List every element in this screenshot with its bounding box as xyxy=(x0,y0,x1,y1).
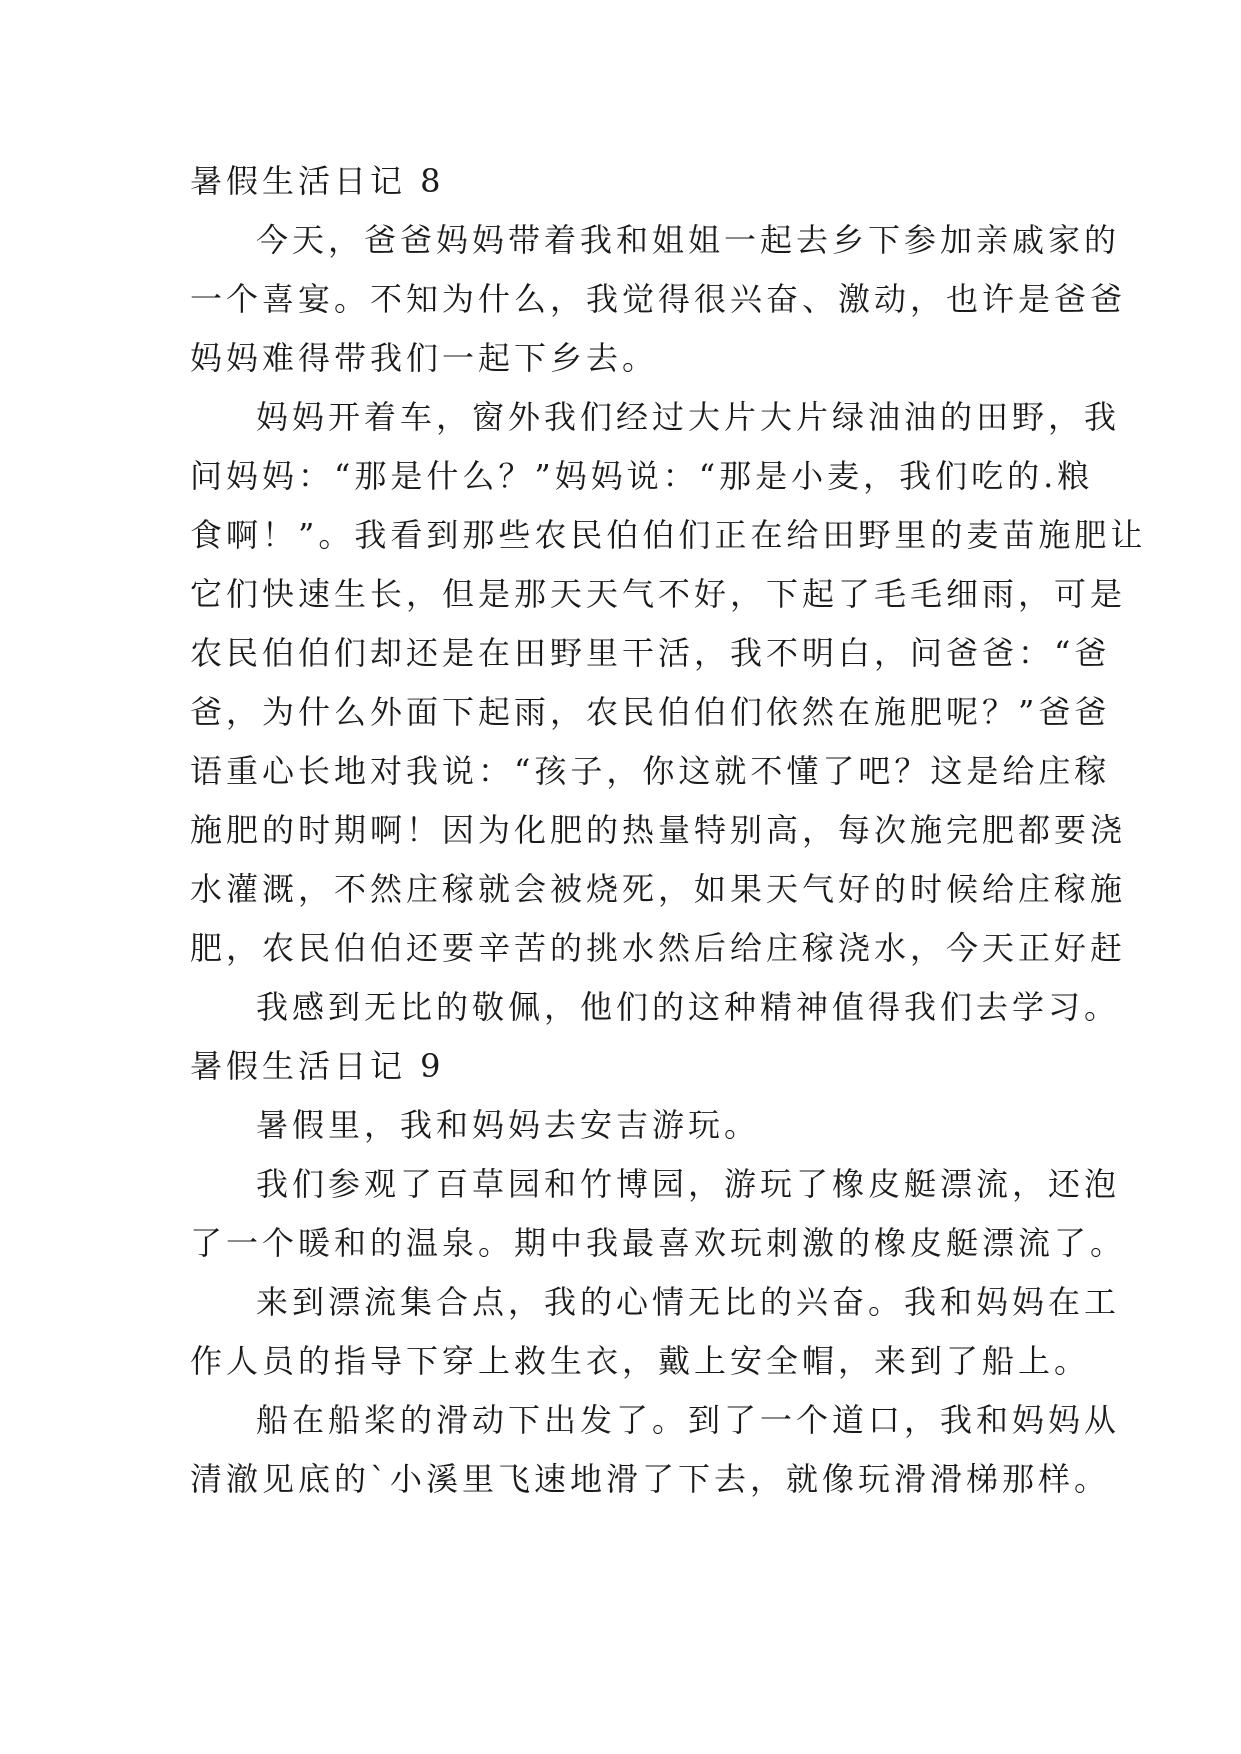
text-line: 我感到无比的敬佩，他们的这种精神值得我们去学习。 xyxy=(256,988,1121,1026)
text-line: 清澈见底的`小溪里飞速地滑了下去，就像玩滑滑梯那样。 xyxy=(190,1460,1111,1498)
text-line: 作人员的指导下穿上救生衣，戴上安全帽，来到了船上。 xyxy=(190,1342,1091,1380)
text-line: 来到漂流集合点，我的心情无比的兴奋。我和妈妈在工 xyxy=(256,1283,1121,1321)
text-line: 施肥的时期啊！因为化肥的热量特别高，每次施完肥都要浇 xyxy=(190,811,1127,849)
diary-9-title: 暑假生活日记 9 xyxy=(190,1047,445,1085)
text-line: 了一个暖和的温泉。期中我最喜欢玩刺激的橡皮艇漂流了。 xyxy=(190,1224,1127,1262)
text-line: 它们快速生长，但是那天天气不好，下起了毛毛细雨，可是 xyxy=(190,575,1127,613)
text-line: 暑假里，我和妈妈去安吉游玩。 xyxy=(256,1106,761,1144)
text-line: 爸，为什么外面下起雨，农民伯伯们依然在施肥呢？”爸爸 xyxy=(190,693,1111,731)
diary-8-title: 暑假生活日记 8 xyxy=(190,162,445,200)
text-line: 问妈妈：“那是什么？”妈妈说：“那是小麦，我们吃的.粮 xyxy=(190,457,1094,495)
diary-9-paragraph-3 xyxy=(190,1273,1121,1391)
diary-9-paragraph-4 xyxy=(190,1391,1121,1509)
text-line: 今天，爸爸妈妈带着我和姐姐一起去乡下参加亲戚家的 xyxy=(256,221,1121,259)
text-line: 水灌溉，不然庄稼就会被烧死，如果天气好的时候给庄稼施 xyxy=(190,870,1127,908)
diary-8-paragraph-3 xyxy=(190,978,1121,1037)
text-line: 妈妈开着车，窗外我们经过大片大片绿油油的田野，我 xyxy=(256,398,1121,436)
diary-9-paragraph-1 xyxy=(190,1096,1070,1155)
text-line: 我们参观了百草园和竹博园，游玩了橡皮艇漂流，还泡 xyxy=(256,1165,1121,1203)
text-line: 肥，农民伯伯还要辛苦的挑水然后给庄稼浇水，今天正好赶 xyxy=(190,929,1127,967)
diary-8-paragraph-1 xyxy=(190,211,1127,388)
text-line: 食啊！”。我看到那些农民伯伯们正在给田野里的麦苗施肥让 xyxy=(190,516,1147,554)
diary-8-paragraph-2 xyxy=(190,388,1147,978)
text-line: 语重心长地对我说：“孩子，你这就不懂了吧？这是给庄稼 xyxy=(190,752,1111,790)
text-line: 船在船桨的滑动下出发了。到了一个道口，我和妈妈从 xyxy=(256,1401,1121,1439)
diary-9-paragraph-2 xyxy=(190,1155,1127,1273)
text-line: 一个喜宴。不知为什么，我觉得很兴奋、激动，也许是爸爸 xyxy=(190,280,1127,318)
text-line: 农民伯伯们却还是在田野里干活，我不明白，问爸爸：“爸 xyxy=(190,634,1111,672)
diary-content xyxy=(190,152,1147,1509)
text-line: 妈妈难得带我们一起下乡去。 xyxy=(190,339,659,377)
